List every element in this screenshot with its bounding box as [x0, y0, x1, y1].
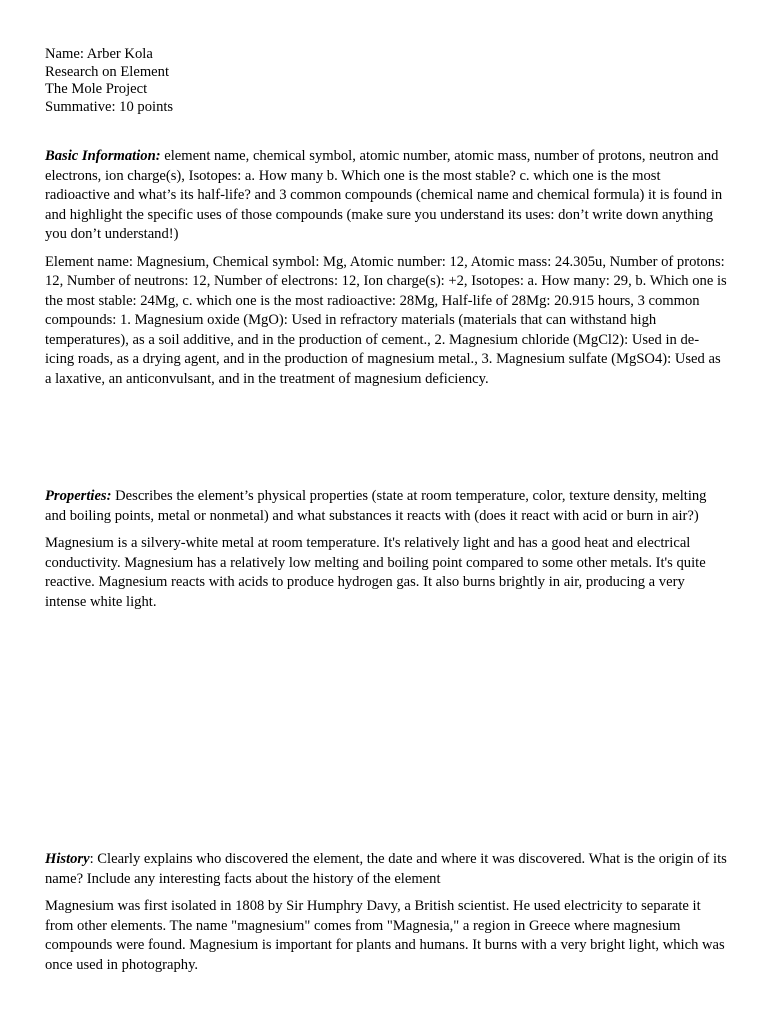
- history-label: History: [45, 851, 90, 867]
- student-header: [45, 46, 725, 116]
- history-prompt: [45, 850, 727, 889]
- basic-information-answer: Element name: Magnesium, Chemical symbol: Mg, Atomic number: 12, Atomic mass: 24.305u, Number of protons: 12, Number of neutrons: 12, Number of electrons: 12, Ion charge(s): +2, Isotopes: a. How many: 29, b. Which one is the most stable: 24Mg, c. which one is the most radioactive: 28Mg, Half-life of 28Mg: 20.915 hours, 3 common compounds: 1. Magnesium oxide (MgO): Used in refractory materials (materials that can withstand high temperatures), as a soil additive, and in the production of cement., 2. Magnesium chloride (MgCl2): Used in de-icing roads, as a drying agent, and in the production of magnesium metal., 3. Magnesium sulfate (MgSO4): Used as a laxative, an anticonvulsant, and in the treatment of magnesium deficiency.: [45, 253, 727, 387]
- project-title: The Mole Project: [45, 81, 148, 98]
- properties-prompt: [45, 487, 727, 526]
- basic-information-section: [45, 147, 727, 389]
- properties-prompt-text: Describes the element’s physical properties (state at room temperature, color, texture density, melting and boiling points, metal or nonmetal) and what substances it reacts with (does it react with acid or burn in air?): [45, 488, 707, 524]
- history-answer: Magnesium was first isolated in 1808 by Sir Humphry Davy, a British scientist. He used electricity to separate it from other elements. The name "magnesium" comes from "Magnesia," a region in Greece where magnesium compounds were found. Magnesium is important for plants and humans. It burns with a very bright light, which was once used in photography.: [45, 898, 725, 973]
- history-prompt-text: : Clearly explains who discovered the element, the date and where it was discovered. What is the origin of its name? Include any interesting facts about the history of the element: [45, 851, 727, 887]
- basic-information-prompt: [45, 147, 727, 245]
- properties-label: Properties:: [45, 488, 112, 504]
- properties-answer: Magnesium is a silvery-white metal at room temperature. It's relatively light and has a good heat and electrical conductivity. Magnesium has a relatively low melting and boiling point compared to some other metals. It's quite reactive. Magnesium reacts with acids to produce hydrogen gas. It also burns brightly in air, producing a very intense white light.: [45, 535, 706, 610]
- properties-section: [45, 487, 727, 612]
- summative-points: Summative: 10 points: [45, 98, 174, 115]
- basic-information-prompt-text: element name, chemical symbol, atomic number, atomic mass, number of protons, neutron and electrons, ion charge(s), Isotopes: a. How many b. Which one is the most stable? c. which one is the most radioactive and what’s its half-life? and 3 common compounds (chemical name and chemical formula) it is found in and highlight the specific uses of those compounds (make sure you understand its uses: don’t write down anything you don’t understand!): [45, 148, 723, 242]
- student-name: Name: Arber Kola: [45, 46, 153, 62]
- history-section: [45, 850, 727, 975]
- research-title: Research on Element: [45, 63, 169, 80]
- basic-information-label: Basic Information:: [45, 148, 161, 164]
